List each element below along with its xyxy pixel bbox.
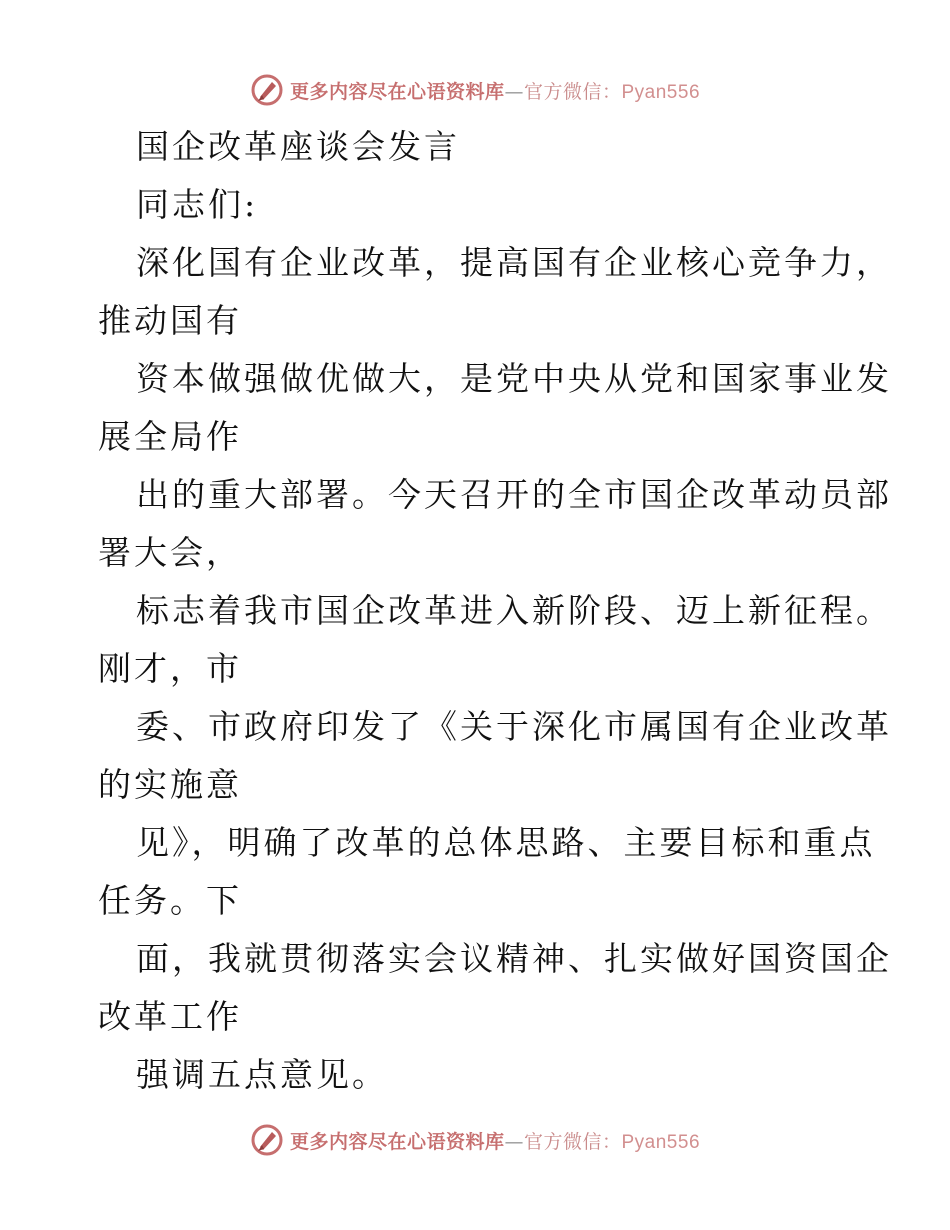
text-line: 标志着我市国企改革进入新阶段、迈上新征程。 [136, 591, 892, 630]
document-body [98, 118, 892, 1104]
text-line: 资本做强做优做大，是党中央从党和国家事业发 [136, 359, 892, 398]
banner-text [290, 1127, 700, 1154]
text-line: 署大会， [98, 533, 242, 572]
text-line: 刚才，市 [98, 649, 242, 688]
text-line: 改革工作 [98, 997, 242, 1036]
text-line: 委、市政府印发了《关于深化市属国有企业改革 [136, 707, 892, 746]
banner-dash: — [504, 80, 524, 103]
text-line: 出的重大部署。今天召开的全市国企改革动员部 [136, 475, 892, 514]
text-line: 见》，明确了改革的总体思路、主要目标和重点 [136, 823, 876, 862]
banner-handle: Pyan556 [621, 81, 701, 103]
text-line: 面，我就贯彻落实会议精神、扎实做好国资国企 [136, 939, 892, 978]
banner-site-name: 更多内容尽在心语资料库 [289, 80, 505, 103]
document-title: 国企改革座谈会发言 [136, 127, 460, 166]
header-banner [0, 70, 950, 110]
banner-contact-label: 官方微信： [523, 1130, 622, 1153]
banner-handle: Pyan556 [621, 1131, 701, 1153]
banner-contact-label: 官方微信： [523, 80, 622, 103]
text-line: 展全局作 [98, 417, 242, 456]
text-line: 推动国有 [98, 301, 242, 340]
banner-site-name: 更多内容尽在心语资料库 [289, 1130, 505, 1153]
footer-banner [0, 1120, 950, 1160]
pen-nib-logo-icon [250, 1123, 284, 1157]
banner-dash: — [504, 1130, 524, 1153]
pen-nib-logo-icon [250, 73, 284, 107]
salutation: 同志们: [136, 185, 259, 224]
text-line: 的实施意 [98, 765, 242, 804]
text-line: 强调五点意见。 [136, 1055, 388, 1094]
banner-text [290, 77, 700, 104]
text-line: 任务。下 [98, 881, 242, 920]
text-line: 深化国有企业改革，提高国有企业核心竞争力， [136, 243, 892, 282]
